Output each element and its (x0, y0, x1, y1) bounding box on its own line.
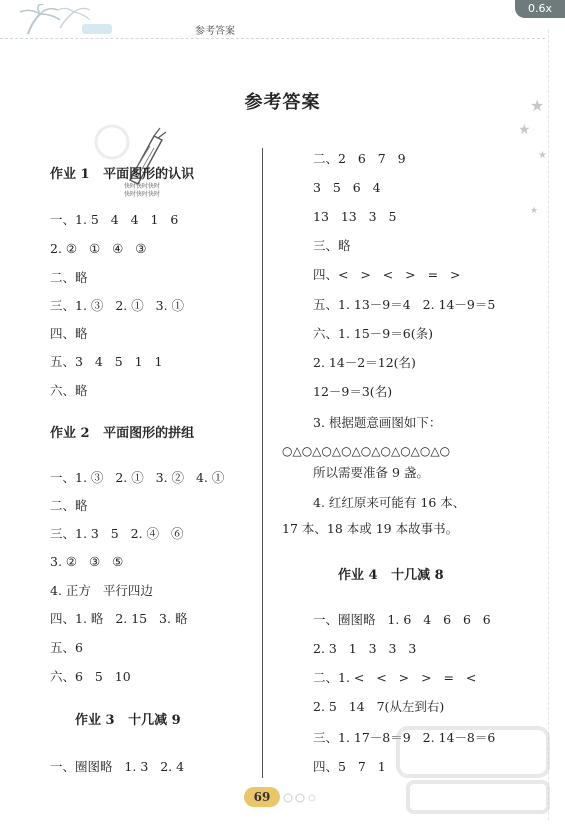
header-title: 参考答案 (195, 26, 235, 37)
answer-line: 所以需要准备 9 盏。 (313, 465, 429, 480)
answer-line: 一、圈图略 1. 6 4 6 6 6 (313, 612, 491, 627)
answer-line: 一、1. 5 4 4 1 6 (50, 212, 179, 227)
answer-line: 12－9＝3(名) (313, 384, 393, 399)
answer-line: 三、1. 3 5 2. ④ ⑥ (50, 526, 184, 541)
answer-line: 六、1. 15－9＝6(条) (313, 326, 433, 341)
shape-pattern: ○△○△○△○△○△○△○△○△○ (282, 444, 451, 458)
margin-note: 快时快时快时 (124, 191, 161, 198)
page-edge (548, 30, 550, 820)
answer-line: 三、略 (313, 238, 351, 253)
answer-line: 一、圈图略 1. 3 2. 4 (50, 759, 185, 774)
answer-line: 17 本、18 本或 19 本故事书。 (282, 521, 459, 536)
answer-line: 二、1. < < > > = < (313, 670, 477, 685)
answer-line: 2. 3 1 3 3 3 (313, 641, 417, 656)
answer-line: 3 5 6 4 (313, 180, 381, 195)
star-icon: ★ (518, 122, 531, 138)
answer-line: 一、1. ③ 2. ① 3. ② 4. ① (50, 470, 225, 485)
section-heading: 作业 1 平面图形的认识 (50, 167, 195, 182)
answer-line: 五、1. 13－9＝4 2. 14－9＝5 (313, 297, 496, 312)
page-title: 参考答案 (244, 92, 321, 113)
answer-line: 六、略 (50, 383, 88, 398)
answer-line: 13 13 3 5 (313, 209, 397, 224)
answer-line: 2. 14－2＝12(名) (313, 355, 416, 370)
star-icon: ★ (530, 96, 545, 115)
page-number: 69 (244, 787, 280, 807)
answer-line: 二、2 6 7 9 (313, 151, 406, 166)
answer-line: 二、略 (50, 270, 88, 285)
answer-line: 2. 5 14 7(从左到右) (313, 699, 445, 714)
answer-line: 六、6 5 10 (50, 669, 131, 684)
answer-line: 三、1. 17－8＝9 2. 14－8＝6 (313, 730, 496, 745)
answer-line: 4. 正方 平行四边 (50, 583, 153, 598)
section-heading: 作业 3 十几减 9 (75, 713, 181, 728)
zoom-badge[interactable]: 0.6x (515, 0, 565, 18)
margin-note: 快时快时快时 (124, 183, 161, 190)
star-icon: ★ (530, 206, 539, 216)
header-divider (0, 38, 545, 39)
answer-line: 四、1. 略 2. 15 3. 略 (50, 611, 188, 626)
answer-line: 五、6 (50, 640, 83, 655)
palm-tree-icon (10, 4, 130, 38)
answer-line: 3. 根据题意画图如下： (313, 415, 442, 430)
answer-line: 2. ② ① ④ ③ (50, 241, 147, 256)
answer-line: 三、1. ③ 2. ① 3. ① (50, 298, 185, 313)
answer-line: 五、3 4 5 1 1 (50, 354, 163, 369)
watermark-logo (390, 720, 560, 820)
answer-line: 4. 红红原来可能有 16 本、 (313, 495, 466, 510)
answer-line: 四、略 (50, 326, 88, 341)
column-divider (262, 148, 263, 778)
answer-line: 四、5 7 1 (313, 759, 386, 774)
star-icon: ★ (538, 150, 547, 161)
answer-line: 二、略 (50, 498, 88, 513)
bubble-decoration-icon (282, 792, 322, 804)
section-heading: 作业 4 十几减 8 (338, 568, 444, 583)
answer-line: 四、< > < > = > (313, 267, 461, 282)
answer-line: 3. ② ③ ⑤ (50, 554, 124, 569)
section-heading: 作业 2 平面图形的拼组 (50, 426, 195, 441)
